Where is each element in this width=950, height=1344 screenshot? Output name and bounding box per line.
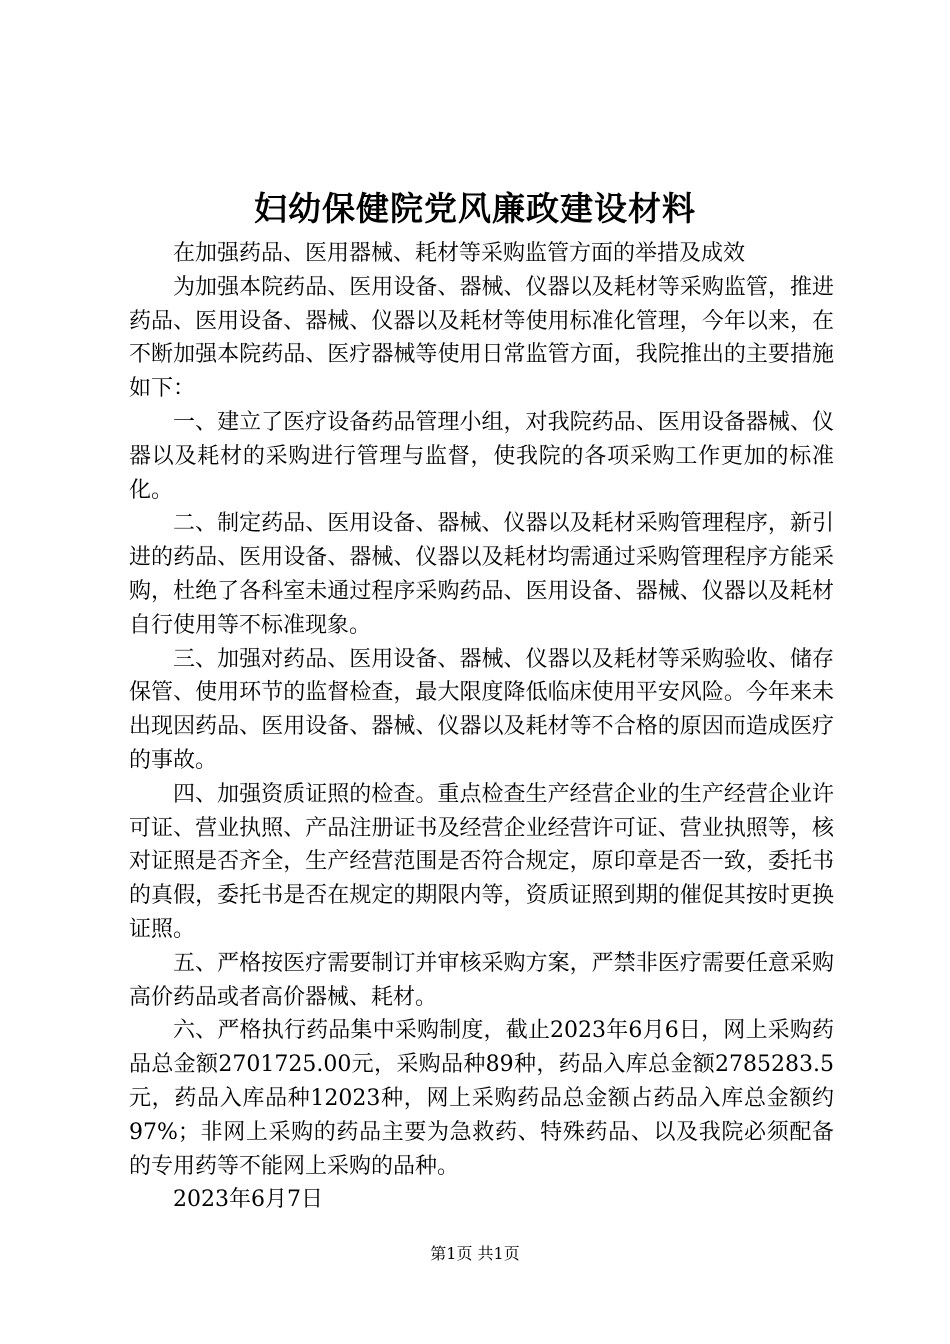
paragraph-item-6: 六、严格执行药品集中采购制度，截止2023年6月6日，网上采购药品总金额2701725.00元，采购品种89种，药品入库总金额2785283.5元，药品入库品种12023种，网上采购药品总金额占药品入库总金额约97%；非网上采购的药品主要为急救药、特殊药品、以及我院必须配备的专用药等不能网上采购的品种。 (129, 1018, 835, 1179)
paragraph-section-heading: 在加强药品、医用器械、耗材等采购监管方面的举措及成效 (173, 241, 746, 266)
document-body (129, 237, 834, 1217)
paragraph-item-1: 一、建立了医疗设备药品管理小组，对我院药品、医用设备器械、仪器以及耗材的采购进行管理与监督，使我院的各项采购工作更加的标准化。 (129, 409, 834, 503)
page-footer: 第1页 共1页 (430, 1244, 520, 1263)
document-title: 妇幼保健院党风廉政建设材料 (254, 189, 696, 228)
paragraph-intro: 为加强本院药品、医用设备、器械、仪器以及耗材等采购监管，推进药品、医用设备、器械、仪器以及耗材等使用标准化管理，今年以来，在不断加强本院药品、医疗器械等使用日常监管方面，我院推出的主要措施如下： (129, 274, 834, 402)
paragraph-item-3: 三、加强对药品、医用设备、器械、仪器以及耗材等采购验收、储存保管、使用环节的监督检查，最大限度降低临床使用平安风险。今年来未出现因药品、医用设备、器械、仪器以及耗材等不合格的原因而造成医疗的事故。 (129, 646, 834, 773)
paragraph-item-4: 四、加强资质证照的检查。重点检查生产经营企业的生产经营企业许可证、营业执照、产品注册证书及经营企业经营许可证、营业执照等，核对证照是否齐全，生产经营范围是否符合规定，原印章是否一致，委托书的真假，委托书是否在规定的期限内等，资质证照到期的催促其按时更换证照。 (129, 781, 834, 942)
document-date: 2023年6月7日 (173, 1187, 323, 1213)
paragraph-item-5: 五、严格按医疗需要制订并审核采购方案，严禁非医疗需要任意采购高价药品或者高价器械、耗材。 (129, 950, 834, 1010)
paragraph-item-2: 二、制定药品、医用设备、器械、仪器以及耗材采购管理程序，新引进的药品、医用设备、器械、仪器以及耗材均需通过采购管理程序方能采购，杜绝了各科室未通过程序采购药品、医用设备、器械、仪器以及耗材自行使用等不标准现象。 (129, 511, 834, 638)
